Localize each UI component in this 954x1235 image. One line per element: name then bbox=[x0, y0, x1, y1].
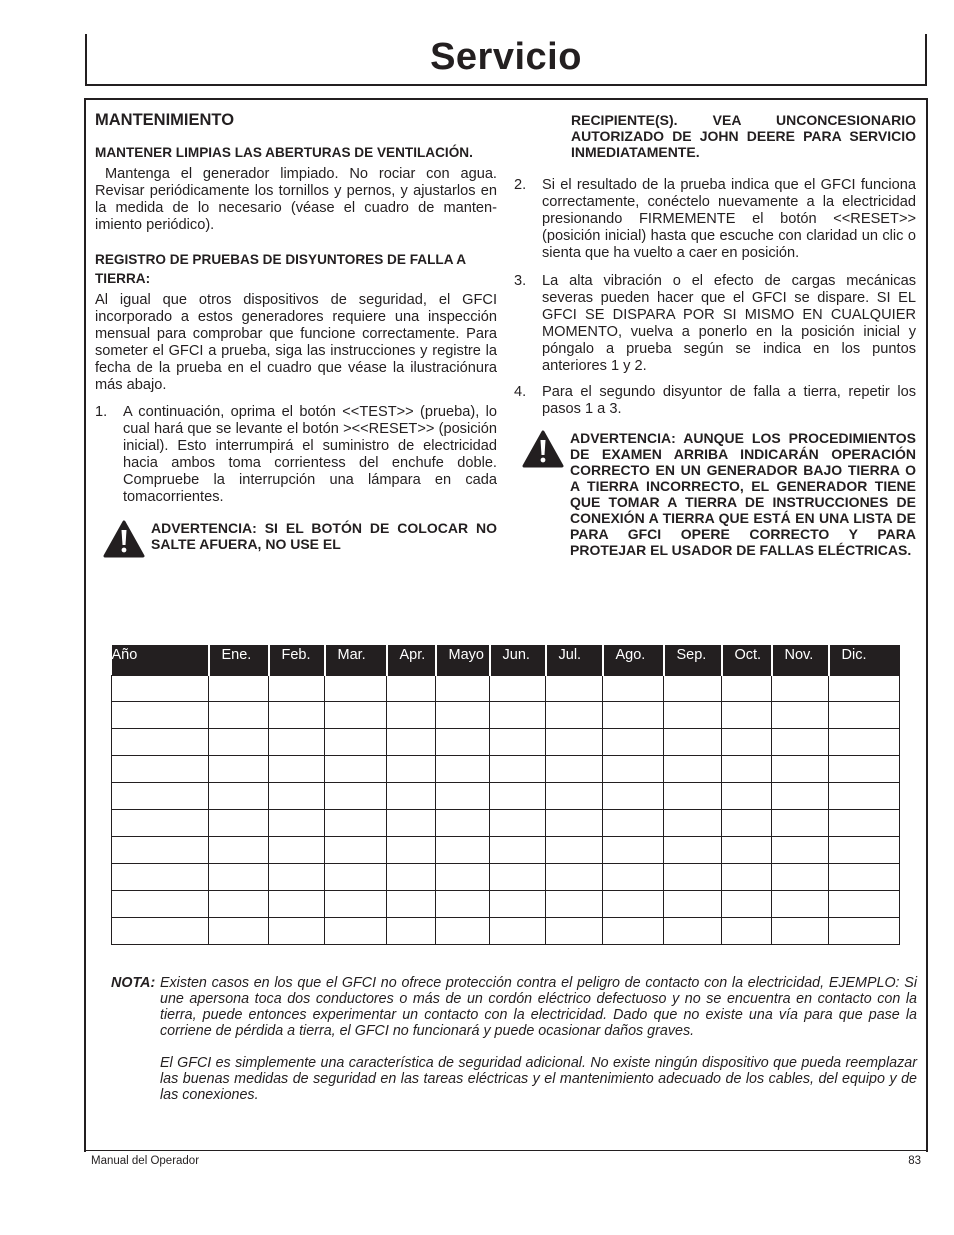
table-cell bbox=[722, 676, 772, 702]
table-row bbox=[112, 864, 900, 891]
table-cell bbox=[603, 918, 664, 945]
list-number: 2. bbox=[514, 177, 527, 193]
table-cell bbox=[209, 702, 269, 729]
table-cell bbox=[112, 918, 209, 945]
table-cell bbox=[829, 729, 900, 756]
table-cell bbox=[546, 864, 603, 891]
table-cell bbox=[325, 756, 387, 783]
table-cell bbox=[269, 729, 325, 756]
table-cell bbox=[772, 783, 829, 810]
warning-continuation: RECIPIENTE(S). VEA UNCONCESIONARIO AUTORIZADO DE JOHN DEERE PARA SERVICIO INMEDIATAMENTE. bbox=[571, 112, 916, 160]
table-cell bbox=[664, 676, 722, 702]
table-cell bbox=[209, 891, 269, 918]
note-paragraph-2: El GFCI es simplemente una característica de seguridad adicional. No existe ningún dispositivo que pueda reemplazar las buenas medidas de seguridad en las tareas eléctricas y el mantenimiento adecuado de los cables, del equipo y de las conexiones. bbox=[160, 1055, 917, 1103]
subheading-ventilation: MANTENER LIMPIAS LAS ABERTURAS DE VENTILACIÓN. bbox=[95, 145, 473, 160]
table-cell bbox=[209, 676, 269, 702]
table-cell bbox=[546, 729, 603, 756]
column-header: Oct. bbox=[722, 645, 772, 676]
table-row bbox=[112, 810, 900, 837]
table-cell bbox=[209, 729, 269, 756]
table-cell bbox=[436, 837, 490, 864]
table-cell bbox=[112, 864, 209, 891]
column-header: Jun. bbox=[490, 645, 546, 676]
table-cell bbox=[490, 864, 546, 891]
table-cell bbox=[209, 918, 269, 945]
table-cell bbox=[722, 729, 772, 756]
table-cell bbox=[772, 891, 829, 918]
table-cell bbox=[490, 918, 546, 945]
table-cell bbox=[209, 783, 269, 810]
list-number: 3. bbox=[514, 273, 527, 289]
table-cell bbox=[829, 783, 900, 810]
table-cell bbox=[722, 702, 772, 729]
table-cell bbox=[829, 891, 900, 918]
table-cell bbox=[387, 837, 436, 864]
table-cell bbox=[546, 702, 603, 729]
table-cell bbox=[112, 837, 209, 864]
table-cell bbox=[722, 756, 772, 783]
table-cell bbox=[325, 702, 387, 729]
list-number: 1. bbox=[95, 404, 108, 420]
table-cell bbox=[829, 837, 900, 864]
table-cell bbox=[829, 864, 900, 891]
table-cell bbox=[546, 783, 603, 810]
table-cell bbox=[603, 676, 664, 702]
table-cell bbox=[490, 783, 546, 810]
table-cell bbox=[325, 918, 387, 945]
table-cell bbox=[546, 918, 603, 945]
table-cell bbox=[112, 676, 209, 702]
table-cell bbox=[112, 810, 209, 837]
table-cell bbox=[325, 837, 387, 864]
table-cell bbox=[325, 864, 387, 891]
table-row bbox=[112, 918, 900, 945]
table-row bbox=[112, 729, 900, 756]
table-cell bbox=[664, 864, 722, 891]
table-cell bbox=[269, 810, 325, 837]
table-cell bbox=[829, 918, 900, 945]
list-text: A continuación, oprima el botón <<TEST>> (prueba), lo cual hará que se levante el botón ><<RESET>> (posición inicial). Esto interrumpirá el suministro de electricidad hacia ambos toma corrientess del enchufe doble. Compruebe la interrupción una lámpara en cada tomacorrientes. bbox=[123, 404, 497, 505]
table-cell bbox=[387, 729, 436, 756]
list-item-1 bbox=[95, 404, 497, 506]
table-cell bbox=[603, 702, 664, 729]
table-cell bbox=[603, 891, 664, 918]
column-header: Ene. bbox=[209, 645, 269, 676]
note-block bbox=[111, 975, 917, 1103]
section-heading: MANTENIMIENTO bbox=[95, 111, 235, 129]
table-cell bbox=[490, 702, 546, 729]
table-cell bbox=[722, 837, 772, 864]
table-cell bbox=[603, 756, 664, 783]
warning-triangle-icon bbox=[522, 430, 564, 468]
table-cell bbox=[772, 756, 829, 783]
table-cell bbox=[772, 810, 829, 837]
table-cell bbox=[490, 756, 546, 783]
list-text: Para el segundo disyuntor de falla a tierra, repetir los pasos 1 a 3. bbox=[542, 384, 916, 417]
table-cell bbox=[772, 837, 829, 864]
paragraph-ventilation: Mantenga el generador limpiado. No rociar con agua. Revisar periódicamente los tornillos y pernos, y ajustarlos en la medida de lo necesario (véase el cuadro de manten- imiento periódico). bbox=[95, 166, 497, 233]
gfci-test-record-table bbox=[111, 645, 900, 945]
table-cell bbox=[269, 864, 325, 891]
table-cell bbox=[112, 756, 209, 783]
table-cell bbox=[325, 676, 387, 702]
list-number: 4. bbox=[514, 384, 527, 400]
table-row bbox=[112, 676, 900, 702]
table-body bbox=[112, 676, 900, 945]
table-cell bbox=[722, 891, 772, 918]
table-cell bbox=[325, 729, 387, 756]
column-header: Apr. bbox=[387, 645, 436, 676]
table-cell bbox=[829, 676, 900, 702]
table-cell bbox=[664, 837, 722, 864]
list-text: La alta vibración o el efecto de cargas mecánicas severas pueden hacer que el GFCI se dispare. SI EL GFCI SE DISPARA POR SI MISMO EN CUALQUIER MOMENTO, vuelva a ponerlo en la posición inicial y póngalo a prueba según se indica en los puntos anteriores 1 y 2. bbox=[542, 273, 916, 374]
table-cell bbox=[387, 918, 436, 945]
page-title: Servicio bbox=[430, 36, 582, 78]
table-cell bbox=[209, 756, 269, 783]
table-cell bbox=[209, 810, 269, 837]
note-paragraph-1: Existen casos en los que el GFCI no ofrece protección contra el peligro de contacto con la electricidad, EJEMPLO: Si une apersona toca dos conductores o más de un cordón eléctrico defectuoso y no se encuentra en contacto con la tierra, puede entonces experimentar un contacto con la electricidad. Dado que no existe una vía para que pase la corriene de pérdida a tierra, el GFCI no funcionará y puede ocasionar daños graves. bbox=[160, 975, 917, 1039]
list-item-2 bbox=[514, 177, 916, 262]
table-cell bbox=[664, 783, 722, 810]
table-cell bbox=[490, 810, 546, 837]
table-cell bbox=[664, 756, 722, 783]
column-header: Sep. bbox=[664, 645, 722, 676]
table-cell bbox=[436, 864, 490, 891]
table-cell bbox=[269, 891, 325, 918]
table-cell bbox=[436, 783, 490, 810]
warning-block-2 bbox=[514, 430, 916, 558]
table-cell bbox=[546, 810, 603, 837]
table-cell bbox=[387, 702, 436, 729]
table-cell bbox=[269, 702, 325, 729]
paragraph-gfci: Al igual que otros dispositivos de seguridad, el GFCI incorporado a estos generadores requiere una inspección mensual para comprobar que funcione correctamente. Para someter el GFCI a prueba, siga las instrucciones y registre la fecha de la prueba en el cuadro que véase la ilustraciónura más abajo. bbox=[95, 292, 497, 393]
column-header: Jul. bbox=[546, 645, 603, 676]
table-cell bbox=[772, 918, 829, 945]
column-header: Dic. bbox=[829, 645, 900, 676]
table-cell bbox=[546, 676, 603, 702]
table-cell bbox=[722, 783, 772, 810]
table-cell bbox=[546, 837, 603, 864]
left-column bbox=[95, 112, 497, 552]
table-cell bbox=[772, 729, 829, 756]
table-cell bbox=[603, 864, 664, 891]
table-row bbox=[112, 837, 900, 864]
table-cell bbox=[436, 676, 490, 702]
table-cell bbox=[325, 810, 387, 837]
column-header: Ago. bbox=[603, 645, 664, 676]
subheading-gfci-record: REGISTRO DE PRUEBAS DE DISYUNTORES DE FALLA A TIERRA: bbox=[95, 252, 466, 286]
note-label: NOTA: bbox=[111, 975, 156, 991]
table-cell bbox=[325, 891, 387, 918]
table-cell bbox=[829, 756, 900, 783]
warning-block-1 bbox=[95, 520, 497, 552]
table-cell bbox=[603, 837, 664, 864]
footer-divider bbox=[84, 1150, 926, 1151]
table-cell bbox=[772, 676, 829, 702]
column-header: Feb. bbox=[269, 645, 325, 676]
table-row bbox=[112, 702, 900, 729]
list-text: Si el resultado de la prueba indica que el GFCI funciona correctamente, conéctelo nuevamente a la electricidad presionando FIRMEMENTE el botón <<RESET>> (posición inicial) hasta que escuche con claridad un clic o sienta que ha vuelto a caer en posición. bbox=[542, 177, 916, 261]
table-row bbox=[112, 783, 900, 810]
table-cell bbox=[209, 837, 269, 864]
warning-text: ADVERTENCIA: AUNQUE LOS PROCEDIMIENTOS DE EXAMEN ARRIBA INDICARÁN OPERACIÓN CORRECTO EN UN GENERADOR BAJO TIERRA O A TIERRA INCORRECTO, EL GENERADOR TIENE QUE TOMAR A TIERRA DE INSTRUCCIONES DE CONEXIÓN A TIERRA QUE ESTÁ EN UNA LISTA DE PARA GFCI OPERE CORRECTO Y PARA PROTEJAR EL USADOR DE FALLAS ELÉCTRICAS. bbox=[570, 430, 916, 558]
table-cell bbox=[664, 891, 722, 918]
table-cell bbox=[436, 810, 490, 837]
right-column bbox=[514, 112, 916, 558]
table-cell bbox=[603, 729, 664, 756]
table-cell bbox=[325, 783, 387, 810]
table-cell bbox=[269, 918, 325, 945]
table-cell bbox=[772, 864, 829, 891]
table-cell bbox=[387, 864, 436, 891]
table-cell bbox=[112, 729, 209, 756]
page-number: 83 bbox=[908, 1155, 921, 1167]
table-cell bbox=[490, 676, 546, 702]
table-cell bbox=[209, 864, 269, 891]
table-cell bbox=[772, 702, 829, 729]
table-cell bbox=[387, 756, 436, 783]
table-cell bbox=[436, 702, 490, 729]
table-cell bbox=[664, 918, 722, 945]
table-cell bbox=[829, 810, 900, 837]
table-cell bbox=[436, 729, 490, 756]
table-cell bbox=[387, 676, 436, 702]
column-header: Año bbox=[112, 645, 209, 676]
table-cell bbox=[603, 810, 664, 837]
table-cell bbox=[269, 676, 325, 702]
table-cell bbox=[664, 810, 722, 837]
list-item-3 bbox=[514, 273, 916, 375]
warning-triangle-icon bbox=[103, 520, 145, 558]
table-cell bbox=[269, 837, 325, 864]
column-header: Mayo bbox=[436, 645, 490, 676]
table-cell bbox=[490, 891, 546, 918]
list-item-4 bbox=[514, 384, 916, 418]
table-cell bbox=[722, 810, 772, 837]
table-cell bbox=[829, 702, 900, 729]
table-row bbox=[112, 891, 900, 918]
table-cell bbox=[387, 783, 436, 810]
column-header: Mar. bbox=[325, 645, 387, 676]
table-cell bbox=[269, 756, 325, 783]
table-cell bbox=[722, 864, 772, 891]
table-cell bbox=[546, 756, 603, 783]
table-cell bbox=[436, 891, 490, 918]
table-cell bbox=[722, 918, 772, 945]
table-cell bbox=[269, 783, 325, 810]
table-row bbox=[112, 756, 900, 783]
table-cell bbox=[546, 891, 603, 918]
page-header bbox=[85, 34, 927, 86]
table-cell bbox=[436, 918, 490, 945]
footer-manual-title: Manual del Operador bbox=[91, 1155, 200, 1167]
table-cell bbox=[490, 729, 546, 756]
table-cell bbox=[603, 783, 664, 810]
table-cell bbox=[664, 729, 722, 756]
table-cell bbox=[490, 837, 546, 864]
column-header: Nov. bbox=[772, 645, 829, 676]
table-cell bbox=[112, 702, 209, 729]
warning-text: ADVERTENCIA: SI EL BOTÓN DE COLOCAR NO SALTE AFUERA, NO USE EL bbox=[151, 520, 497, 552]
table-cell bbox=[387, 810, 436, 837]
table-cell bbox=[436, 756, 490, 783]
table-cell bbox=[112, 891, 209, 918]
table-cell bbox=[112, 783, 209, 810]
table-cell bbox=[664, 702, 722, 729]
table-cell bbox=[387, 891, 436, 918]
table-header-row bbox=[112, 645, 900, 676]
